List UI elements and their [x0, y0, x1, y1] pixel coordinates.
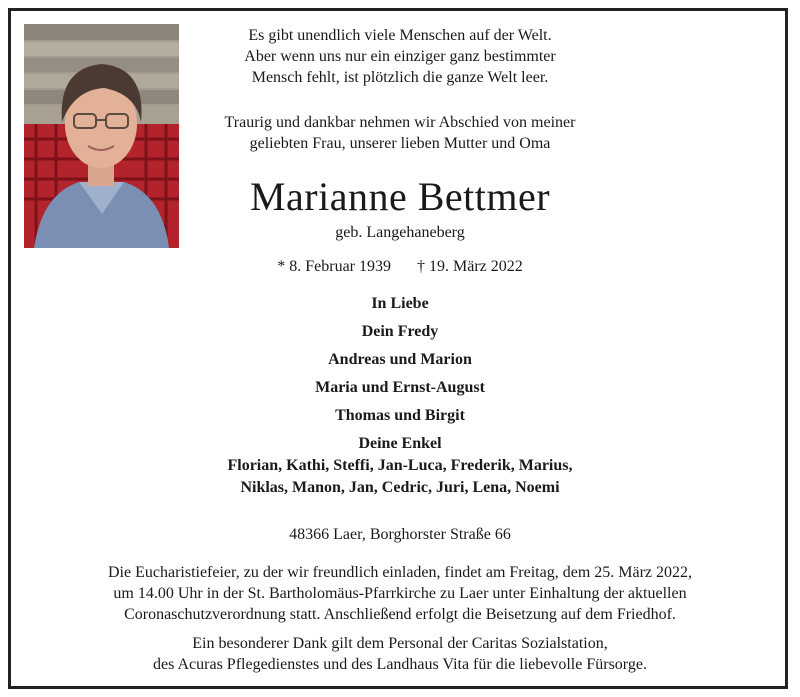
mourners-block	[30, 293, 770, 499]
service-block	[30, 562, 770, 625]
deceased-name: Marianne Bettmer	[249, 174, 551, 219]
intro-line: geliebten Frau, unserer lieben Mutter und Oma	[249, 135, 551, 152]
portrait-photo	[24, 24, 179, 248]
verse-line: Es gibt unendlich viele Menschen auf der Welt.	[248, 27, 552, 44]
address: 48366 Laer, Borghorster Straße 66	[289, 526, 511, 543]
verse-block	[190, 25, 610, 88]
thanks-line: des Acuras Pflegedienstes und des Landhaus Vita für die liebevolle Fürsorge.	[153, 656, 647, 673]
service-line: um 14.00 Uhr in der St. Bartholomäus-Pfarrkirche zu Laer unter Einhaltung der aktuellen	[113, 585, 687, 602]
intro-line: Traurig und dankbar nehmen wir Abschied von meiner	[224, 114, 576, 131]
in-love-heading: In Liebe	[371, 295, 429, 312]
birth-name: geb. Langehaneberg	[335, 224, 465, 241]
grandchildren-line: Florian, Kathi, Steffi, Jan-Luca, Frederik, Marius,	[227, 457, 573, 474]
mourner-line: Dein Fredy	[361, 323, 439, 340]
grandchildren-heading: Deine Enkel	[358, 435, 442, 452]
service-line: Coronaschutzverordnung statt. Anschließend erfolgt die Beisetzung auf dem Friedhof.	[124, 606, 676, 623]
mourner-line: Maria und Ernst-August	[315, 379, 485, 396]
mourner-line: Thomas und Birgit	[335, 407, 465, 424]
verse-line: Mensch fehlt, ist plötzlich die ganze Welt leer.	[251, 69, 549, 86]
verse-line: Aber wenn uns nur ein einziger ganz bestimmter	[244, 48, 556, 65]
death-date: † 19. März 2022	[417, 258, 523, 275]
dates-line	[30, 256, 770, 277]
thanks-block	[30, 633, 770, 675]
grandchildren-line: Niklas, Manon, Jan, Cedric, Juri, Lena, Noemi	[240, 479, 560, 496]
thanks-line: Ein besonderer Dank gilt dem Personal der Caritas Sozialstation,	[192, 635, 608, 652]
birth-date: * 8. Februar 1939	[277, 258, 391, 275]
intro-block	[190, 112, 610, 154]
service-line: Die Eucharistiefeier, zu der wir freundlich einladen, findet am Freitag, dem 25. März 2022,	[107, 564, 693, 581]
mourner-line: Andreas und Marion	[328, 351, 472, 368]
